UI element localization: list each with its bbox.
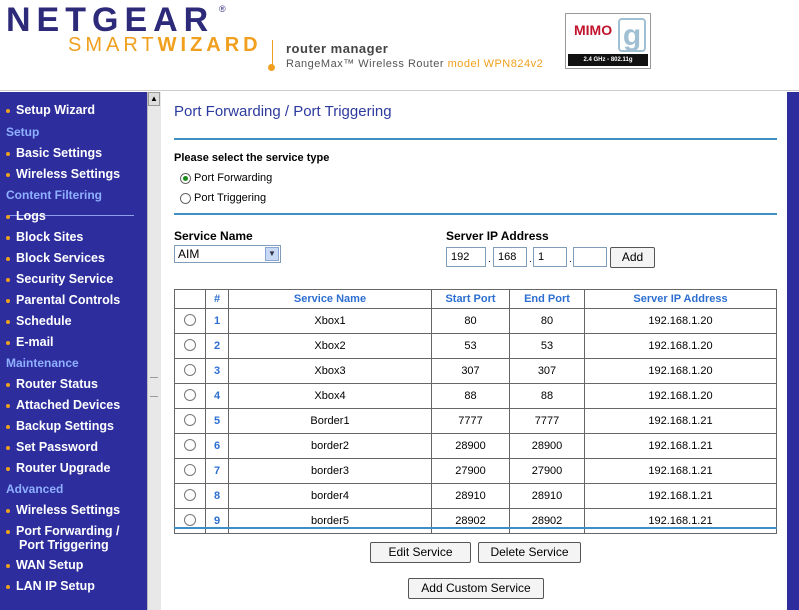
bullet-icon — [6, 299, 10, 303]
row-start-port: 28900 — [432, 434, 510, 459]
column-header-start-port: Start Port — [432, 290, 510, 309]
bullet-icon — [6, 320, 10, 324]
column-header-select — [175, 290, 206, 309]
sidebar-section-advanced: Advanced — [6, 482, 64, 496]
radio-forwarding-label: Port Forwarding — [194, 172, 273, 184]
main-content — [161, 92, 787, 610]
service-type-label: Please select the service type — [174, 152, 330, 164]
row-end-port: 80 — [510, 309, 585, 334]
ip-octet-1[interactable]: 192 — [446, 247, 486, 267]
title-rule — [174, 138, 777, 140]
row-start-port: 28910 — [432, 484, 510, 509]
registered-mark: ® — [219, 4, 226, 14]
row-select-cell[interactable] — [175, 459, 206, 484]
add-button[interactable]: Add — [610, 247, 655, 268]
wizard-text: WIZARD — [157, 34, 262, 56]
sidebar-item-set-password[interactable] — [6, 440, 98, 454]
row-number: 4 — [206, 384, 229, 409]
column-header-num: # — [206, 290, 229, 309]
row-start-port: 7777 — [432, 409, 510, 434]
sidebar-item-label: LAN IP Setup — [16, 579, 95, 593]
bullet-icon — [6, 383, 10, 387]
bullet-icon — [6, 530, 10, 534]
table-row[interactable] — [175, 334, 777, 359]
row-number: 6 — [206, 434, 229, 459]
row-end-port: 307 — [510, 359, 585, 384]
bullet-icon — [6, 425, 10, 429]
router-product: RangeMax™ Wireless Router — [286, 58, 448, 70]
sidebar-item-label: Block Sites — [16, 230, 84, 244]
sidebar-item-security-service[interactable] — [6, 272, 113, 286]
row-select-cell[interactable] — [175, 409, 206, 434]
sidebar-item-wireless-settings[interactable] — [6, 167, 120, 181]
row-select-cell[interactable] — [175, 359, 206, 384]
row-service-name: border3 — [229, 459, 432, 484]
sidebar-item-label: Router Status — [16, 377, 98, 391]
row-server-ip: 192.168.1.21 — [585, 459, 777, 484]
sidebar-item-logs[interactable] — [6, 209, 46, 223]
row-select-cell[interactable] — [175, 309, 206, 334]
row-start-port: 28902 — [432, 509, 510, 534]
sidebar-item-label: Security Service — [16, 272, 114, 286]
scroll-up-arrow-icon[interactable]: ▲ — [148, 92, 160, 106]
row-server-ip: 192.168.1.21 — [585, 509, 777, 534]
bullet-icon — [6, 585, 10, 589]
bullet-icon — [6, 509, 10, 513]
sidebar-item-router-status[interactable] — [6, 377, 98, 391]
row-radio[interactable] — [184, 464, 196, 476]
radio-triggering-label: Port Triggering — [194, 192, 267, 204]
row-start-port: 307 — [432, 359, 510, 384]
row-select-cell[interactable] — [175, 509, 206, 534]
radio-port-triggering[interactable] — [180, 192, 266, 204]
row-select-cell[interactable] — [175, 434, 206, 459]
ip-dot: . — [529, 254, 532, 265]
table-row[interactable] — [175, 359, 777, 384]
sidebar-item-router-upgrade[interactable] — [6, 461, 110, 475]
sidebar-item-label: Schedule — [16, 314, 72, 328]
bullet-icon — [6, 467, 10, 471]
sidebar-item-wan-setup[interactable] — [6, 558, 83, 572]
smartwizard-logo — [68, 34, 262, 56]
radio-triggering-icon[interactable] — [180, 193, 191, 204]
ip-dot: . — [488, 254, 491, 265]
table-rule — [174, 527, 777, 529]
sidebar-item-setup-wizard[interactable] — [6, 103, 95, 117]
radio-forwarding-icon[interactable] — [180, 173, 191, 184]
row-end-port: 88 — [510, 384, 585, 409]
sidebar-item-label: E-mail — [16, 335, 54, 349]
service-name-select[interactable] — [174, 245, 281, 263]
row-number: 7 — [206, 459, 229, 484]
column-header-server-ip: Server IP Address — [585, 290, 777, 309]
bullet-icon — [6, 341, 10, 345]
mimo-badge-top — [568, 16, 648, 52]
sidebar-item-attached-devices[interactable] — [6, 398, 120, 412]
row-radio[interactable] — [184, 364, 196, 376]
router-manager-title: router manager — [286, 41, 389, 56]
row-radio[interactable] — [184, 489, 196, 501]
row-end-port: 28900 — [510, 434, 585, 459]
sidebar-item-basic-settings[interactable] — [6, 146, 102, 160]
sidebar-item-backup-settings[interactable] — [6, 419, 114, 433]
sidebar-item-label: Port Forwarding / — [16, 524, 120, 538]
sidebar-section-maintenance: Maintenance — [6, 356, 79, 370]
sidebar-item-label: Router Upgrade — [16, 461, 111, 475]
router-model: model WPN824v2 — [447, 58, 544, 70]
sidebar-item-label: Parental Controls — [16, 293, 121, 307]
router-subtitle — [286, 58, 543, 70]
sidebar-scrollbar[interactable] — [147, 92, 161, 610]
row-select-cell[interactable] — [175, 334, 206, 359]
column-header-end-port: End Port — [510, 290, 585, 309]
row-end-port: 27900 — [510, 459, 585, 484]
sidebar-item-label: Logs — [16, 209, 46, 223]
row-service-name: border4 — [229, 484, 432, 509]
add-custom-service-button[interactable]: Add Custom Service — [408, 578, 544, 599]
table-row[interactable] — [175, 484, 777, 509]
bullet-icon — [6, 446, 10, 450]
row-start-port: 80 — [432, 309, 510, 334]
row-start-port: 53 — [432, 334, 510, 359]
bullet-icon — [6, 173, 10, 177]
table-row[interactable] — [175, 459, 777, 484]
sidebar-item-block-sites[interactable] — [6, 230, 83, 244]
sidebar-item-e-mail[interactable] — [6, 335, 54, 349]
sidebar-item-label: Setup Wizard — [16, 103, 96, 117]
sidebar-item-schedule[interactable] — [6, 314, 72, 328]
row-service-name: Xbox1 — [229, 309, 432, 334]
row-radio[interactable] — [184, 414, 196, 426]
bullet-icon — [6, 109, 10, 113]
service-name-label: Service Name — [174, 229, 253, 243]
bullet-icon — [6, 564, 10, 568]
scroll-grip[interactable] — [150, 377, 158, 397]
sidebar-item-label: Block Services — [16, 251, 105, 265]
row-radio[interactable] — [184, 514, 196, 526]
table-row[interactable] — [175, 384, 777, 409]
header-bullet-icon — [268, 64, 275, 71]
sidebar-item-port-forwarding[interactable] — [6, 524, 119, 538]
service-name-value: AIM — [178, 247, 200, 261]
smart-text: SMART — [68, 34, 158, 56]
column-header-service-name: Service Name — [229, 290, 432, 309]
radio-port-forwarding[interactable] — [180, 172, 272, 184]
delete-service-button[interactable]: Delete Service — [478, 542, 581, 563]
mimo-text: MIMO — [574, 22, 613, 38]
sidebar-section-content-filtering: Content Filtering — [6, 188, 102, 202]
row-number: 2 — [206, 334, 229, 359]
row-server-ip: 192.168.1.20 — [585, 359, 777, 384]
chevron-down-icon[interactable]: ▼ — [265, 247, 279, 261]
table-row[interactable] — [175, 434, 777, 459]
row-server-ip: 192.168.1.21 — [585, 409, 777, 434]
mimo-g-letter: g — [618, 18, 646, 52]
sidebar-item-label: Wireless Settings — [16, 503, 121, 517]
row-end-port: 28902 — [510, 509, 585, 534]
header — [0, 0, 799, 91]
sidebar-item-block-services[interactable] — [6, 251, 105, 265]
edit-service-button[interactable]: Edit Service — [370, 542, 471, 563]
row-server-ip: 192.168.1.21 — [585, 434, 777, 459]
bullet-icon — [6, 236, 10, 240]
row-end-port: 28910 — [510, 484, 585, 509]
sidebar-nav — [0, 92, 147, 610]
row-server-ip: 192.168.1.20 — [585, 334, 777, 359]
sidebar-item-label: Port Triggering — [19, 538, 109, 552]
server-ip-label: Server IP Address — [446, 229, 549, 243]
sidebar-item-label: Attached Devices — [16, 398, 121, 412]
row-select-cell[interactable] — [175, 484, 206, 509]
row-radio[interactable] — [184, 389, 196, 401]
row-number: 5 — [206, 409, 229, 434]
netgear-logo: NETGEAR — [6, 1, 215, 39]
help-panel — [787, 92, 799, 610]
bullet-icon — [6, 257, 10, 261]
row-start-port: 27900 — [432, 459, 510, 484]
sidebar-item-label: Backup Settings — [16, 419, 114, 433]
section-rule — [174, 213, 777, 215]
bullet-icon — [6, 404, 10, 408]
row-end-port: 7777 — [510, 409, 585, 434]
bullet-icon — [6, 152, 10, 156]
row-number: 9 — [206, 509, 229, 534]
bullet-icon — [6, 278, 10, 282]
sidebar-item-label: Set Password — [16, 440, 98, 454]
sidebar-item-port-triggering[interactable] — [6, 538, 109, 552]
sidebar-item-lan-ip-setup[interactable] — [6, 579, 95, 593]
sidebar-item-label: Wireless Settings — [16, 167, 121, 181]
row-number: 3 — [206, 359, 229, 384]
sidebar-item-label: Basic Settings — [16, 146, 103, 160]
ip-dot: . — [569, 254, 572, 265]
row-number: 8 — [206, 484, 229, 509]
sidebar-item-label: WAN Setup — [16, 558, 84, 572]
row-service-name: border5 — [229, 509, 432, 534]
table-header-row — [175, 290, 777, 309]
row-service-name: Xbox2 — [229, 334, 432, 359]
ip-octet-3[interactable]: 1 — [533, 247, 567, 267]
mimo-badge-icon — [565, 13, 651, 69]
row-select-cell[interactable] — [175, 384, 206, 409]
ip-octet-4[interactable] — [573, 247, 607, 267]
bullet-icon — [6, 215, 10, 219]
row-service-name: Border1 — [229, 409, 432, 434]
sidebar-item-wireless-settings[interactable] — [6, 503, 120, 517]
mimo-band-label: 2.4 GHz - 802.11g — [568, 54, 648, 66]
table-row[interactable] — [175, 409, 777, 434]
row-radio[interactable] — [184, 339, 196, 351]
row-server-ip: 192.168.1.21 — [585, 484, 777, 509]
row-radio[interactable] — [184, 314, 196, 326]
row-service-name: Xbox3 — [229, 359, 432, 384]
row-server-ip: 192.168.1.20 — [585, 309, 777, 334]
row-end-port: 53 — [510, 334, 585, 359]
row-start-port: 88 — [432, 384, 510, 409]
row-service-name: Xbox4 — [229, 384, 432, 409]
table-row[interactable] — [175, 309, 777, 334]
row-server-ip: 192.168.1.20 — [585, 384, 777, 409]
sidebar-item-parental-controls[interactable] — [6, 293, 120, 307]
ip-octet-2[interactable]: 168 — [493, 247, 527, 267]
row-number: 1 — [206, 309, 229, 334]
table-row[interactable] — [175, 509, 777, 534]
page-title: Port Forwarding / Port Triggering — [174, 103, 392, 120]
service-table — [174, 289, 777, 534]
row-service-name: border2 — [229, 434, 432, 459]
row-radio[interactable] — [184, 439, 196, 451]
sidebar-section-setup: Setup — [6, 125, 40, 139]
